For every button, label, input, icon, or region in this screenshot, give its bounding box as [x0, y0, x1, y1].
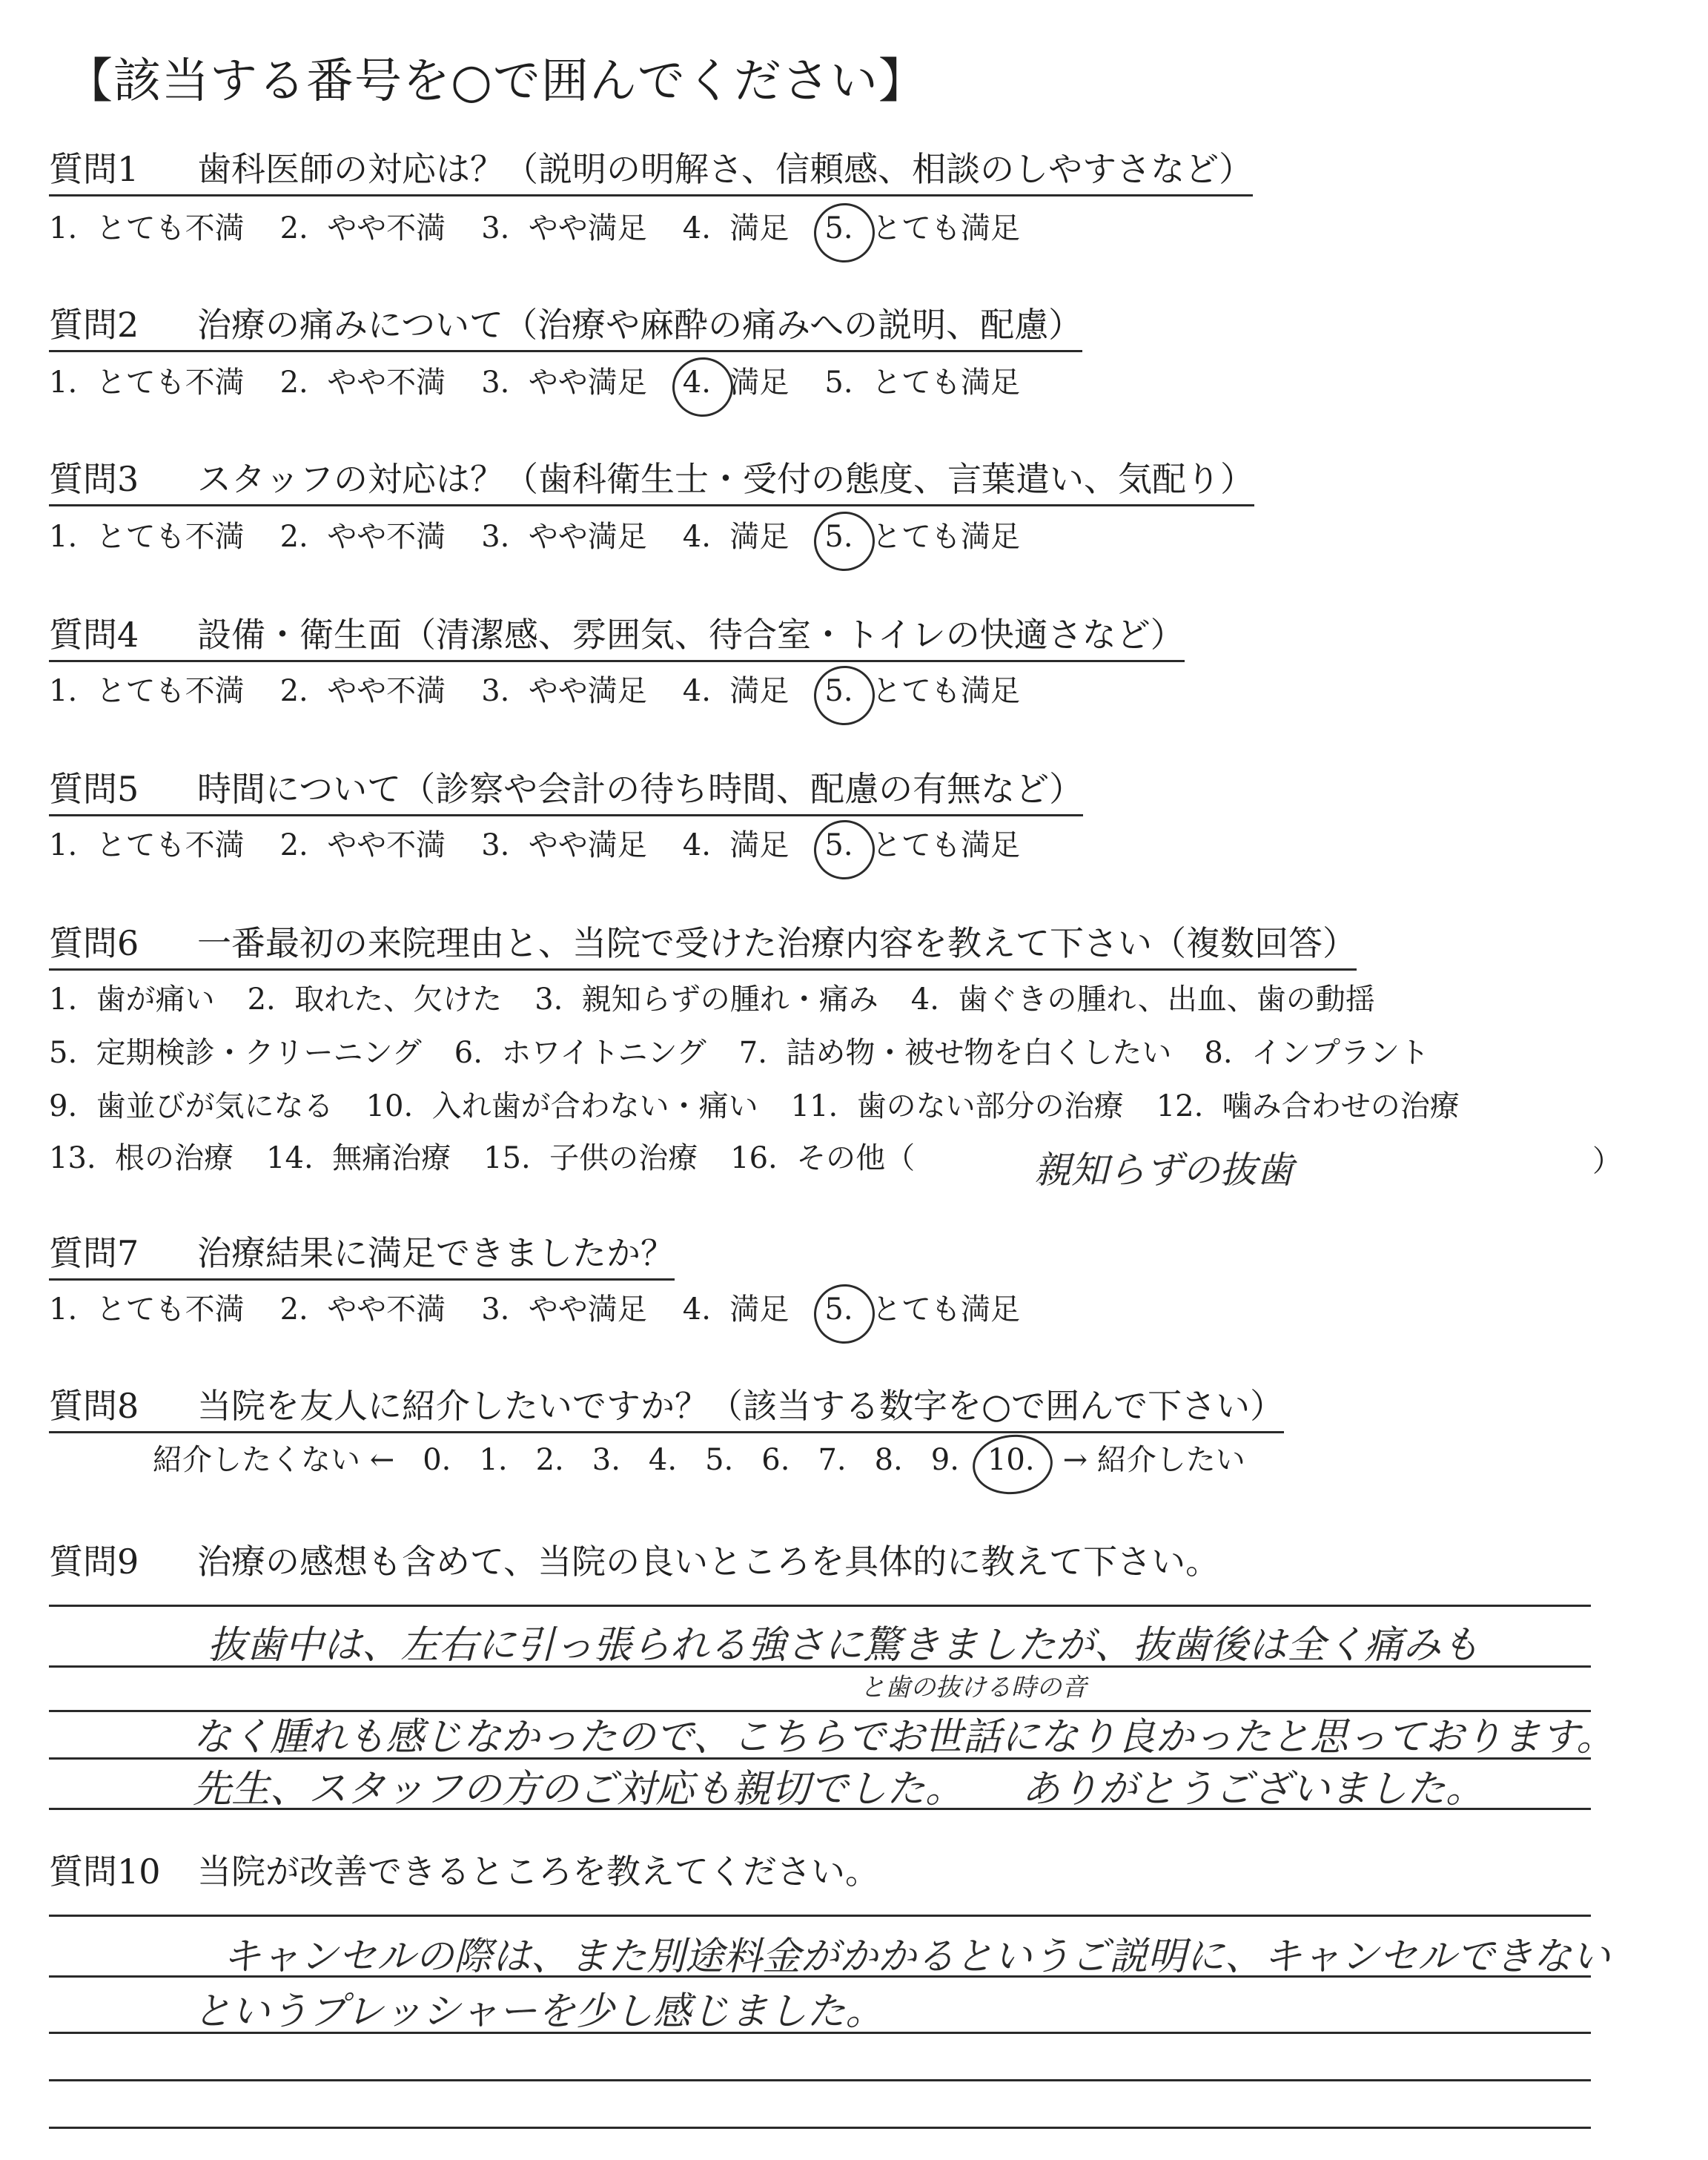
option-number: 2. — [279, 211, 328, 245]
option-label: ホワイトニング — [501, 1036, 706, 1070]
rating-option-2[interactable] — [280, 825, 482, 866]
option-number: 5. — [824, 208, 872, 249]
question-5-options — [49, 825, 1056, 866]
answer-line — [49, 2127, 1591, 2129]
question-number: 質問10 — [49, 1852, 161, 1892]
option-number: 5. — [824, 516, 872, 558]
option-number: 6. — [454, 1036, 502, 1070]
reason-option-7[interactable] — [739, 1032, 1205, 1074]
rating-option-3[interactable] — [481, 1289, 683, 1330]
question-number: 質問5 — [49, 769, 139, 809]
option-label: やや不満 — [327, 520, 446, 554]
rating-option-3[interactable] — [481, 825, 683, 866]
option-number: 5. — [824, 1289, 872, 1330]
option-label: インプラント — [1251, 1036, 1429, 1070]
rating-option-4[interactable] — [683, 208, 825, 249]
rating-option-2[interactable] — [280, 516, 482, 558]
question-number: 質問2 — [49, 305, 139, 345]
option-label: 満足 — [729, 674, 790, 708]
rating-option-2[interactable] — [280, 208, 482, 249]
question-text: 歯科医師の対応は？（説明の明解さ、信頼感、相談のしやすさなど） — [197, 149, 1254, 189]
question-text: 設備・衛生面（清潔感、雰囲気、待合室・トイレの快適さなど） — [197, 615, 1185, 655]
q9-answer-line-2: なく腫れも感じなかったので、こちらでお世話になり良かったと思っております。 — [193, 1715, 1615, 1760]
option-label: やや満足 — [528, 1292, 647, 1327]
answer-line — [49, 1605, 1591, 1607]
rating-option-1[interactable] — [49, 516, 280, 558]
rating-option-3[interactable] — [481, 516, 683, 558]
question-3-heading — [49, 457, 1254, 506]
option-number: 4. — [910, 982, 959, 1017]
scale-value-8[interactable]: 8. — [874, 1443, 903, 1477]
option-label: 取れた、欠けた — [294, 982, 503, 1017]
answer-line — [49, 1808, 1591, 1810]
question-number: 質問7 — [49, 1233, 139, 1273]
scale-right-label: → 紹介したい — [1062, 1443, 1245, 1477]
option-label: とても満足 — [871, 828, 1020, 862]
option-label: 歯ぐきの腫れ、出血、歯の動揺 — [958, 982, 1375, 1017]
option-number: 1. — [49, 211, 96, 245]
rating-option-2[interactable] — [280, 1289, 482, 1330]
option-label: やや満足 — [528, 828, 647, 862]
q10-answer-line-2: というプレッシャーを少し感じました。 — [193, 1989, 884, 2034]
rating-option-4[interactable] — [683, 825, 825, 866]
q9-answer-insert-note: と歯の抜ける時の音 — [860, 1673, 1087, 1702]
question-text: スタッフの対応は？（歯科衛生士・受付の態度、言葉遣い、気配り） — [197, 459, 1254, 499]
option-label: とても不満 — [96, 366, 245, 400]
option-number: 3. — [481, 828, 529, 862]
reason-option-6[interactable] — [454, 1032, 739, 1074]
other-close-paren: ） — [1592, 1144, 1622, 1178]
option-label: 入れ歯が合わない・痛い — [431, 1089, 758, 1123]
option-label: やや満足 — [528, 674, 647, 708]
option-number: 3. — [481, 520, 529, 554]
option-label: 無痛治療 — [332, 1141, 451, 1175]
rating-option-3[interactable] — [481, 362, 683, 403]
question-2-options — [49, 362, 1056, 403]
option-label: とても満足 — [871, 366, 1020, 400]
rating-option-4[interactable] — [683, 1289, 825, 1330]
reason-option-16[interactable] — [730, 1137, 947, 1179]
rating-option-4[interactable] — [683, 516, 825, 558]
question-4-heading — [49, 612, 1185, 662]
reason-option-2[interactable] — [248, 979, 535, 1020]
question-5-heading — [49, 767, 1083, 816]
option-number: 1. — [49, 520, 96, 554]
rating-option-5[interactable] — [824, 670, 1056, 712]
question-number: 質問3 — [49, 459, 139, 499]
rating-option-5[interactable] — [824, 825, 1056, 866]
answer-line — [49, 2079, 1591, 2081]
scale-value-10[interactable]: 10. — [987, 1439, 1035, 1481]
rating-option-4[interactable] — [683, 670, 825, 712]
other-reason-handwritten: 親知らずの抜歯 — [1034, 1149, 1294, 1192]
option-label: とても不満 — [96, 1292, 245, 1327]
question-text: 当院が改善できるところを教えてください。 — [197, 1852, 879, 1892]
option-number: 5. — [824, 825, 872, 866]
option-number: 4. — [682, 211, 730, 245]
option-number: 9. — [49, 1089, 96, 1123]
option-number: 1. — [49, 1292, 96, 1327]
option-label: とても不満 — [96, 211, 245, 245]
scale-value-6[interactable]: 6. — [761, 1443, 790, 1477]
scale-value-4[interactable]: 4. — [648, 1443, 678, 1477]
option-number: 12. — [1156, 1089, 1222, 1123]
q10-answer-line-1: キャンセルの際は、また別途料金がかかるというご説明に、キャンセルできない — [222, 1935, 1611, 1979]
option-label: 満足 — [729, 211, 790, 245]
option-label: とても満足 — [871, 674, 1020, 708]
reason-option-15[interactable] — [483, 1137, 730, 1179]
rating-option-5[interactable] — [824, 516, 1056, 558]
option-label: 歯並びが気になる — [96, 1089, 334, 1123]
option-number: 13. — [49, 1141, 116, 1175]
question-8-scale — [153, 1439, 1274, 1481]
option-label: 満足 — [729, 520, 790, 554]
question-1-heading — [49, 147, 1253, 196]
option-number: 16. — [730, 1141, 797, 1175]
option-label: 噛み合わせの治療 — [1222, 1089, 1460, 1123]
option-number: 2. — [279, 366, 328, 400]
rating-option-2[interactable] — [280, 362, 482, 403]
option-label: 詰め物・被せ物を白くしたい — [786, 1036, 1172, 1070]
scale-value-1[interactable]: 1. — [479, 1443, 508, 1477]
question-10-heading — [49, 1849, 879, 1897]
rating-option-1[interactable] — [49, 1289, 280, 1330]
option-number: 4. — [682, 520, 730, 554]
question-text: 治療の痛みについて（治療や麻酔の痛みへの説明、配慮） — [197, 305, 1083, 345]
option-number: 4. — [682, 1292, 730, 1327]
question-4-options — [49, 670, 1056, 712]
option-label: 満足 — [729, 1292, 790, 1327]
option-label: やや不満 — [327, 674, 446, 708]
question-7-heading — [49, 1231, 675, 1281]
rating-option-1[interactable] — [49, 825, 280, 866]
question-9-heading — [49, 1539, 1219, 1587]
option-number: 11. — [790, 1089, 857, 1123]
rating-option-1[interactable] — [49, 670, 280, 712]
scale-left-label: 紹介したくない ← — [153, 1443, 395, 1477]
option-label: やや不満 — [327, 1292, 446, 1327]
scale-value-7[interactable]: 7. — [818, 1443, 847, 1477]
option-number: 5. — [49, 1036, 96, 1070]
option-label: とても不満 — [96, 520, 245, 554]
q9-answer-line-3: 先生、スタッフの方のご対応も親切でした。 ありがとうございました。 — [193, 1767, 1485, 1811]
option-number: 3. — [534, 982, 582, 1017]
rating-option-5[interactable] — [824, 1289, 1056, 1330]
reason-option-9[interactable] — [49, 1086, 366, 1127]
option-label: 満足 — [729, 828, 790, 862]
scale-value-3[interactable]: 3. — [592, 1443, 620, 1477]
question-text: 当院を友人に紹介したいですか？（該当する数字を○で囲んで下さい） — [197, 1386, 1285, 1426]
reason-option-11[interactable] — [791, 1086, 1156, 1127]
option-label: 子供の治療 — [549, 1141, 698, 1175]
reason-option-12[interactable] — [1156, 1086, 1492, 1127]
option-label: 根の治療 — [115, 1141, 234, 1175]
question-6-row-1 — [49, 979, 1408, 1020]
reason-option-13[interactable] — [49, 1137, 266, 1179]
rating-option-5[interactable] — [824, 362, 1056, 403]
question-6-row-4 — [49, 1137, 947, 1179]
reason-option-4[interactable] — [911, 979, 1408, 1020]
question-text: 治療結果に満足できましたか？ — [197, 1233, 675, 1273]
question-8-heading — [49, 1384, 1284, 1433]
reason-option-14[interactable] — [266, 1137, 483, 1179]
option-number: 1. — [49, 674, 96, 708]
answer-line — [49, 1665, 1591, 1668]
scale-value-9[interactable]: 9. — [930, 1443, 959, 1477]
answer-line — [49, 1975, 1591, 1978]
question-6-row-3 — [49, 1086, 1492, 1127]
option-number: 4. — [682, 828, 730, 862]
question-text: 治療の感想も含めて、当院の良いところを具体的に教えて下さい。 — [197, 1542, 1220, 1582]
option-number: 4. — [682, 674, 730, 708]
option-label: やや不満 — [327, 211, 446, 245]
question-2-heading — [49, 303, 1082, 352]
page-title: 【該当する番号を○で囲んでください】 — [65, 54, 927, 109]
option-number: 2. — [279, 828, 328, 862]
option-label: 定期検診・クリーニング — [96, 1036, 422, 1070]
option-label: その他（ — [796, 1141, 916, 1175]
rating-option-3[interactable] — [481, 208, 683, 249]
option-number: 2. — [279, 674, 328, 708]
option-number: 5. — [824, 366, 872, 400]
option-label: やや満足 — [528, 520, 647, 554]
option-number: 4. — [683, 362, 730, 403]
question-3-options — [49, 516, 1056, 558]
question-7-options — [49, 1289, 1056, 1330]
option-number: 2. — [279, 520, 328, 554]
reason-option-3[interactable] — [534, 979, 911, 1020]
question-6-row-2 — [49, 1032, 1462, 1074]
reason-option-8[interactable] — [1204, 1032, 1462, 1074]
reason-option-5[interactable] — [49, 1032, 454, 1074]
option-number: 14. — [266, 1141, 333, 1175]
option-number: 7. — [738, 1036, 787, 1070]
option-label: 親知らずの腫れ・痛み — [581, 982, 878, 1017]
option-label: とても満足 — [871, 211, 1020, 245]
option-number: 8. — [1204, 1036, 1251, 1070]
option-number: 1. — [49, 982, 96, 1017]
rating-option-3[interactable] — [481, 670, 683, 712]
option-label: とても不満 — [96, 674, 245, 708]
reason-option-1[interactable] — [49, 979, 248, 1020]
scale-value-0[interactable]: 0. — [423, 1443, 451, 1477]
question-number: 質問4 — [49, 615, 139, 655]
option-number: 10. — [365, 1089, 432, 1123]
option-number: 1. — [49, 828, 96, 862]
reason-option-10[interactable] — [366, 1086, 791, 1127]
option-number: 2. — [279, 1292, 328, 1327]
option-label: とても満足 — [871, 520, 1020, 554]
answer-line — [49, 1915, 1591, 1917]
answer-line — [49, 2032, 1591, 2034]
option-number: 2. — [247, 982, 295, 1017]
question-number: 質問8 — [49, 1386, 139, 1426]
option-number: 3. — [481, 366, 529, 400]
rating-option-5[interactable] — [824, 208, 1056, 249]
scale-value-5[interactable]: 5. — [705, 1443, 734, 1477]
question-6-heading — [49, 921, 1357, 971]
rating-option-1[interactable] — [49, 208, 280, 249]
question-text: 時間について（診察や会計の待ち時間、配慮の有無など） — [197, 769, 1084, 809]
rating-option-2[interactable] — [280, 670, 482, 712]
option-number: 1. — [49, 366, 96, 400]
option-label: やや不満 — [327, 366, 446, 400]
question-1-options — [49, 208, 1056, 249]
option-label: 満足 — [729, 366, 790, 400]
question-number: 質問9 — [49, 1542, 139, 1582]
option-label: やや満足 — [528, 366, 647, 400]
option-label: やや不満 — [327, 828, 446, 862]
option-label: やや満足 — [528, 211, 647, 245]
scale-value-2[interactable]: 2. — [535, 1443, 564, 1477]
option-label: とても不満 — [96, 828, 245, 862]
q9-answer-line-1: 抜歯中は、左右に引っ張られる強さに驚きましたが、抜歯後は全く痛みも — [208, 1623, 1480, 1668]
option-number: 3. — [481, 211, 529, 245]
question-number: 質問6 — [49, 923, 139, 963]
question-text: 一番最初の来院理由と、当院で受けた治療内容を教えて下さい（複数回答） — [197, 923, 1357, 963]
option-number: 15. — [483, 1141, 550, 1175]
rating-option-4[interactable] — [683, 362, 825, 403]
rating-option-1[interactable] — [49, 362, 280, 403]
option-number: 3. — [481, 674, 529, 708]
option-label: 歯が痛い — [96, 982, 215, 1017]
option-label: とても満足 — [871, 1292, 1020, 1327]
option-number: 3. — [481, 1292, 529, 1327]
question-number: 質問1 — [49, 149, 139, 189]
option-number: 5. — [824, 670, 872, 712]
option-label: 歯のない部分の治療 — [856, 1089, 1124, 1123]
